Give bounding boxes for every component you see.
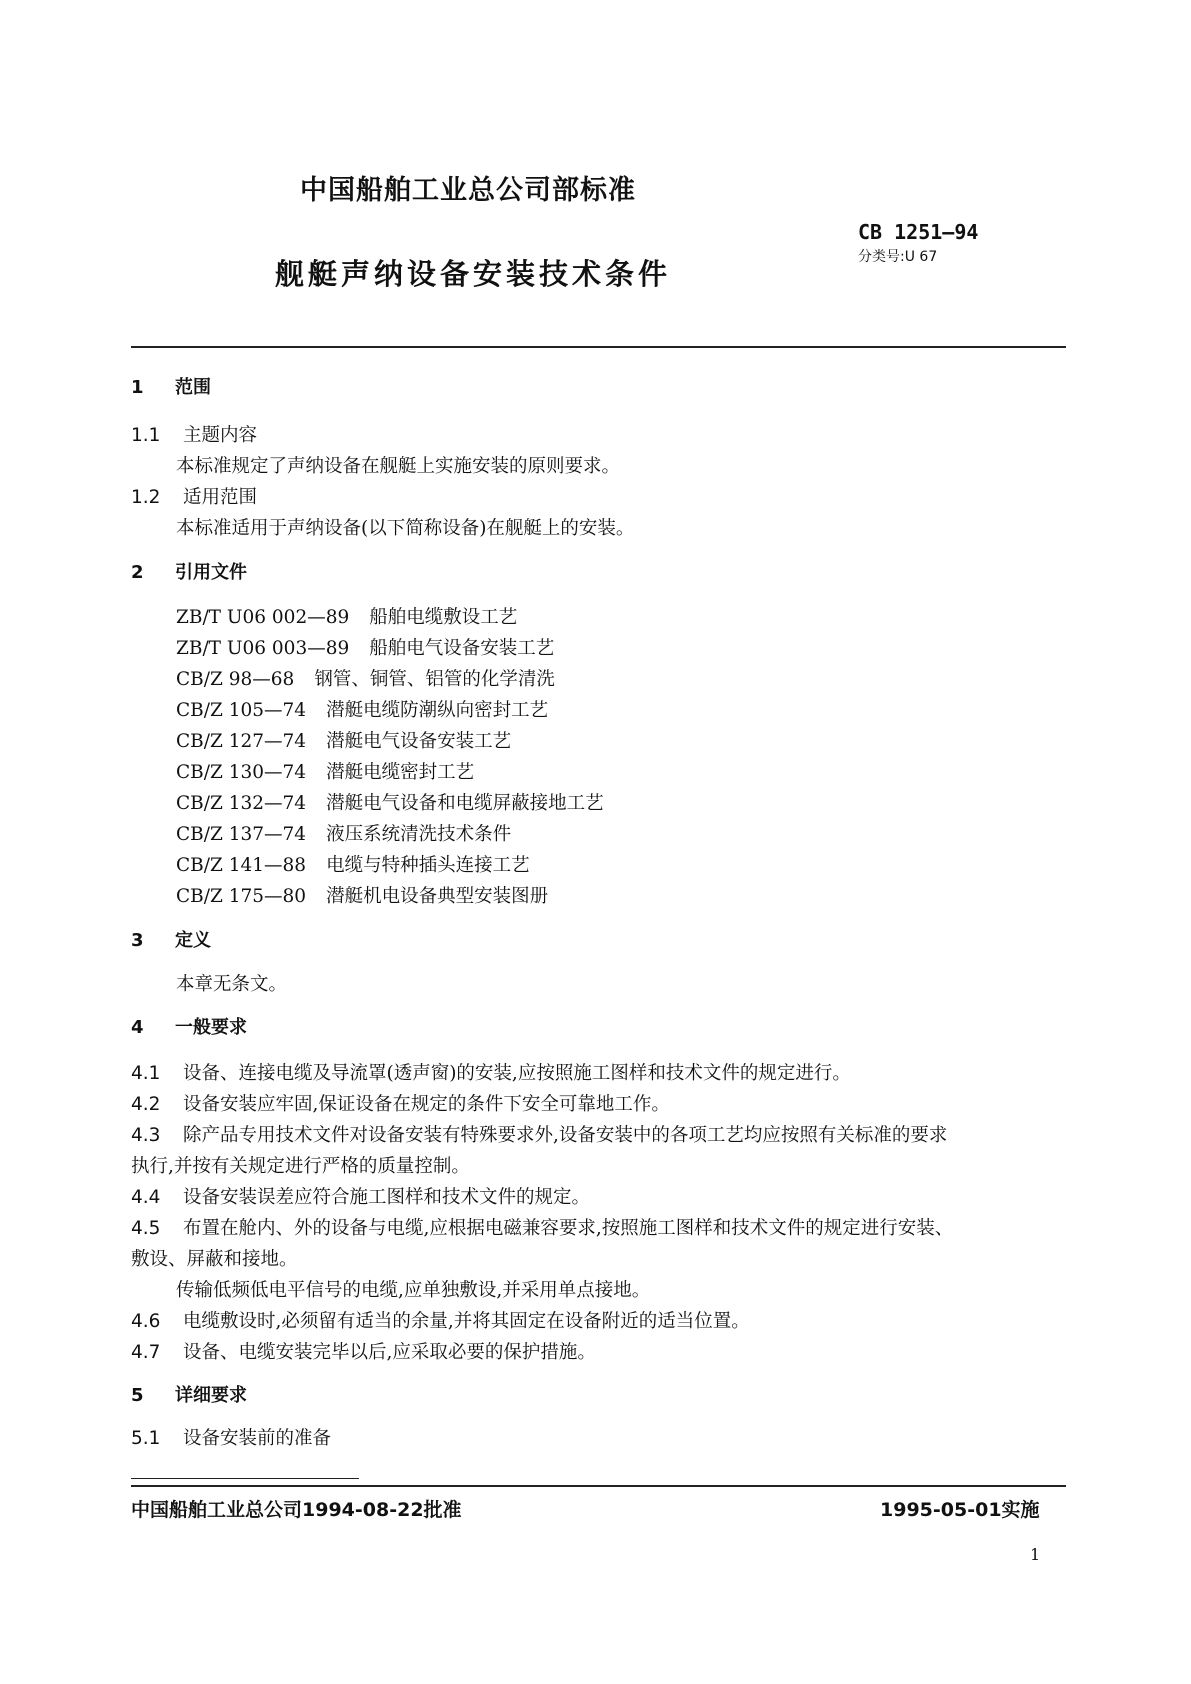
- clause-4-6: 4.6 电缆敷设时,必须留有适当的余量,并将其固定在设备附近的适当位置。: [131, 1311, 750, 1332]
- clause-5-1: 5.1 设备安装前的准备: [131, 1428, 332, 1449]
- clause-1-2: 1.2 适用范围: [131, 487, 258, 508]
- clause-1-1-text: 本标准规定了声纳设备在舰艇上实施安装的原则要求。: [176, 456, 621, 477]
- classification-number: 分类号:U 67: [858, 249, 938, 265]
- section-underline: [131, 1478, 359, 1479]
- document-title: 舰艇声纳设备安装技术条件: [275, 257, 672, 291]
- approval-date: 中国船舶工业总公司1994-08-22批准: [131, 1499, 462, 1521]
- reference-item: CB/Z 98—68 钢管、铜管、铝管的化学清洗: [176, 669, 555, 690]
- section-1-heading: 1 范围: [131, 377, 211, 398]
- header-divider: [131, 346, 1066, 348]
- clause-4-1: 4.1 设备、连接电缆及导流罩(透声窗)的安装,应按照施工图样和技术文件的规定进行。: [131, 1063, 851, 1084]
- clause-4-5-paragraph: 传输低频低电平信号的电缆,应单独敷设,并采用单点接地。: [176, 1280, 651, 1301]
- clause-4-4: 4.4 设备安装误差应符合施工图样和技术文件的规定。: [131, 1187, 591, 1208]
- section-3-heading: 3 定义: [131, 930, 211, 951]
- clause-4-3: 4.3 除产品专用技术文件对设备安装有特殊要求外,设备安装中的各项工艺均应按照有关标准的要求: [131, 1125, 948, 1146]
- standard-issuer: 中国船舶工业总公司部标准: [300, 175, 636, 206]
- clause-4-2: 4.2 设备安装应牢固,保证设备在规定的条件下安全可靠地工作。: [131, 1094, 670, 1115]
- section-4-heading: 4 一般要求: [131, 1017, 247, 1038]
- reference-list: [131, 602, 1066, 912]
- clause-1-1: 1.1 主题内容: [131, 425, 258, 446]
- footer-divider: [131, 1485, 1066, 1487]
- reference-item: CB/Z 105—74 潜艇电缆防潮纵向密封工艺: [176, 700, 549, 721]
- reference-item: CB/Z 137—74 液压系统清洗技术条件: [176, 824, 512, 845]
- reference-item: CB/Z 141—88 电缆与特种插头连接工艺: [176, 855, 530, 876]
- document-body: [131, 370, 1066, 1454]
- reference-item: CB/Z 130—74 潜艇电缆密封工艺: [176, 762, 475, 783]
- clause-4-7: 4.7 设备、电缆安装完毕以后,应采取必要的保护措施。: [131, 1342, 596, 1363]
- reference-item: ZB/T U06 003—89 船舶电气设备安装工艺: [176, 638, 555, 659]
- reference-item: CB/Z 132—74 潜艇电气设备和电缆屏蔽接地工艺: [176, 793, 604, 814]
- clause-4-5-cont: 敷设、屏蔽和接地。: [131, 1249, 298, 1270]
- section-5-heading: 5 详细要求: [131, 1385, 247, 1406]
- reference-item: CB/Z 175—80 潜艇机电设备典型安装图册: [176, 886, 549, 907]
- reference-item: CB/Z 127—74 潜艇电气设备安装工艺: [176, 731, 512, 752]
- clause-1-2-text: 本标准适用于声纳设备(以下简称设备)在舰艇上的安装。: [176, 518, 635, 539]
- clause-4-5: 4.5 布置在舱内、外的设备与电缆,应根据电磁兼容要求,按照施工图样和技术文件的规定进行安装、: [131, 1218, 954, 1239]
- clause-4-3-cont: 执行,并按有关规定进行严格的质量控制。: [131, 1156, 470, 1177]
- standard-number: CB 1251—94: [858, 220, 979, 244]
- reference-item: ZB/T U06 002—89 船舶电缆敷设工艺: [176, 607, 518, 628]
- section-2-heading: 2 引用文件: [131, 562, 247, 583]
- section-3-text: 本章无条文。: [176, 974, 288, 995]
- effective-date: 1995-05-01实施: [880, 1499, 1040, 1521]
- page-number: 1: [1030, 1545, 1041, 1564]
